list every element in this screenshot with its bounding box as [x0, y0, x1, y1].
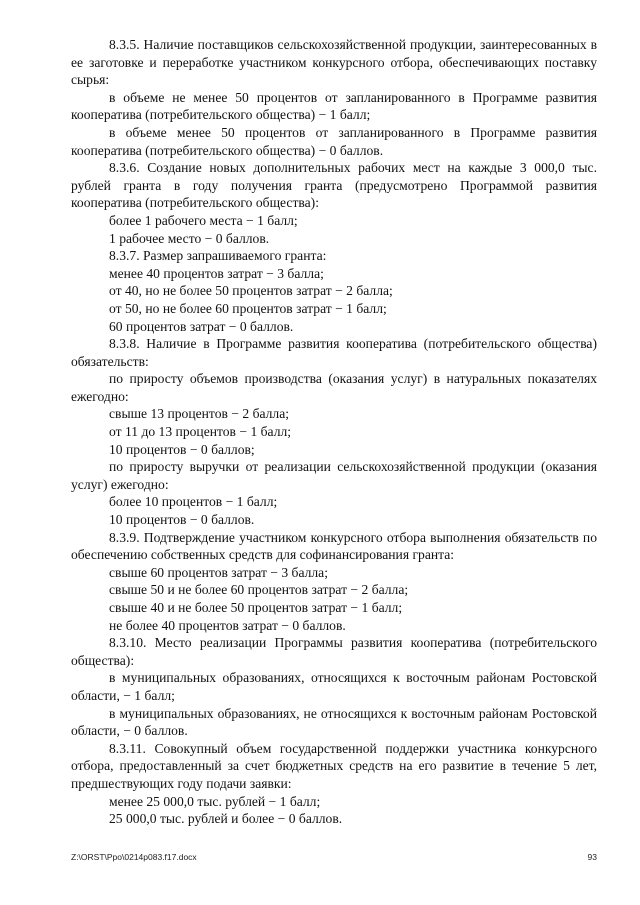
- paragraph: более 10 процентов − 1 балл;: [109, 494, 278, 510]
- footer-file-path: Z:\ORST\Ppo\0214p083.f17.docx: [71, 852, 197, 862]
- paragraph: менее 40 процентов затрат − 3 балла;: [109, 265, 324, 281]
- paragraph: по приросту объемов производства (оказания услуг) в натуральных показателях ежегодно:: [71, 371, 597, 404]
- paragraph: свыше 40 и не более 50 процентов затрат − 1 балл;: [109, 600, 403, 615]
- paragraph: 8.3.10. Место реализации Программы развития кооператива (потребительского общества):: [71, 635, 597, 668]
- paragraph: 8.3.8. Наличие в Программе развития кооператива (потребительского общества) обязательств:: [71, 336, 597, 369]
- paragraph: от 11 до 13 процентов − 1 балл;: [109, 424, 292, 440]
- paragraph: свыше 50 и не более 60 процентов затрат − 2 балла;: [109, 582, 409, 598]
- paragraph: 25 000,0 тыс. рублей и более − 0 баллов.: [109, 811, 343, 827]
- paragraph: в объеме не менее 50 процентов от запланированного в Программе развития кооператива (потребительского общества) − 1 балл;: [71, 89, 597, 123]
- paragraph: от 40, но не более 50 процентов затрат − 2 балла;: [109, 283, 393, 299]
- paragraph: 8.3.9. Подтверждение участником конкурсного отбора выполнения обязательств по обеспечению собственных средств для софинансирования гранта:: [71, 529, 597, 563]
- paragraph: свыше 60 процентов затрат − 3 балла;: [109, 564, 328, 580]
- page-number: 93: [587, 852, 597, 862]
- paragraph: 8.3.11. Совокупный объем государственной поддержки участника конкурсного отбора, предоставленный за счет бюджетных средств на его развитие в течение 5 лет, предшествующих году подачи заявки:: [71, 740, 597, 791]
- document-body: [71, 36, 597, 828]
- paragraph: по приросту выручки от реализации сельскохозяйственной продукции (оказания услуг) ежегодно:: [71, 459, 597, 492]
- paragraph: 10 процентов − 0 баллов;: [109, 441, 255, 457]
- paragraph: менее 25 000,0 тыс. рублей − 1 балл;: [109, 793, 321, 809]
- paragraph: 60 процентов затрат − 0 баллов.: [109, 318, 294, 334]
- paragraph: 8.3.5. Наличие поставщиков сельскохозяйственной продукции, заинтересованных в ее заготовке и переработке участником конкурсного отбора, обеспечивающих поставку сырья:: [71, 37, 597, 88]
- paragraph: 8.3.6. Создание новых дополнительных рабочих мест на каждые 3 000,0 тыс. рублей гранта в году получения гранта (предусмотрено Программой развития кооператива (потребительского общества):: [71, 160, 597, 211]
- paragraph: от 50, но не более 60 процентов затрат − 1 балл;: [109, 300, 387, 316]
- paragraph: 1 рабочее место − 0 баллов.: [109, 230, 270, 246]
- paragraph: более 1 рабочего места − 1 балл;: [109, 212, 298, 228]
- paragraph: в муниципальных образованиях, не относящихся к восточным районам Ростовской области, − 0 баллов.: [71, 705, 597, 739]
- paragraph: 8.3.7. Размер запрашиваемого гранта:: [109, 248, 327, 264]
- paragraph: в объеме менее 50 процентов от запланированного в Программе развития кооператива (потребительского общества) − 0 баллов.: [71, 124, 597, 158]
- paragraph: 10 процентов − 0 баллов.: [109, 512, 255, 528]
- paragraph: не более 40 процентов затрат − 0 баллов.: [109, 617, 346, 633]
- paragraph: свыше 13 процентов − 2 балла;: [109, 406, 290, 422]
- paragraph: в муниципальных образованиях, относящихся к восточным районам Ростовской области, − 1 балл;: [71, 670, 597, 703]
